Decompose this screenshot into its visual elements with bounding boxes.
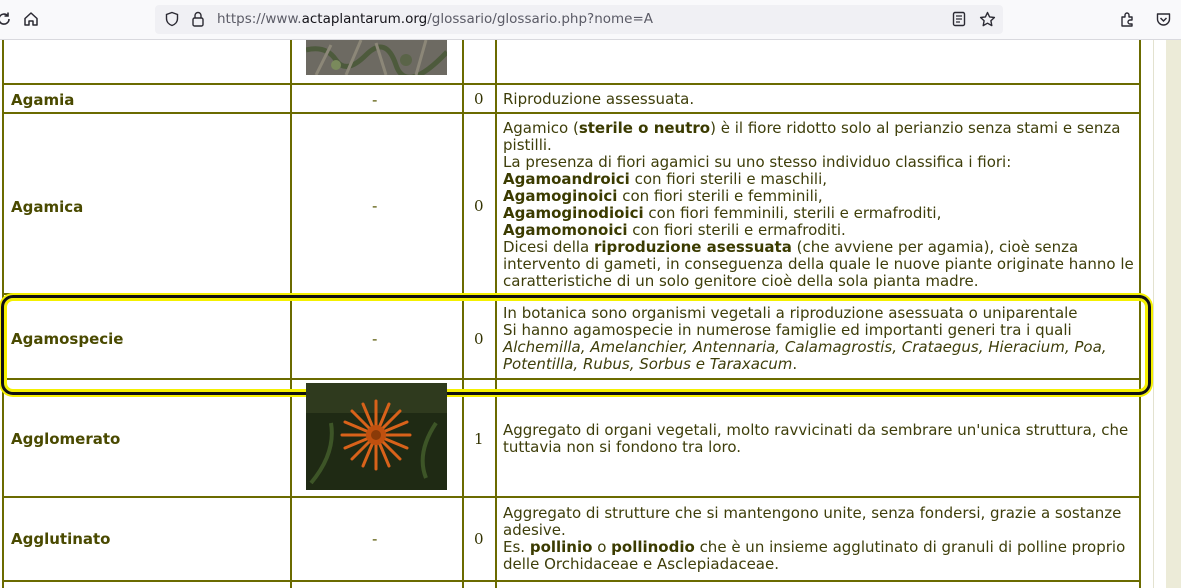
- page-content: [0, 40, 1181, 588]
- term-definition: Riproduzione assessuata.: [503, 90, 695, 108]
- term-agamospecie[interactable]: Agamospecie: [11, 330, 124, 348]
- image-placeholder: -: [372, 330, 378, 348]
- lock-icon[interactable]: [188, 9, 208, 29]
- pocket-icon[interactable]: [1153, 9, 1173, 29]
- term-agglutinato[interactable]: Agglutinato: [11, 530, 111, 548]
- image-count: 0: [474, 197, 484, 215]
- url-text[interactable]: https://www.actaplantarum.org/glossario/glossario.php?nome=A: [217, 11, 654, 27]
- plant-photo-thumbnail[interactable]: [306, 40, 447, 75]
- reload-icon[interactable]: [0, 9, 14, 29]
- term-agamia[interactable]: Agamia: [11, 91, 75, 109]
- image-count: 0: [474, 330, 484, 348]
- term-agamica[interactable]: Agamica: [11, 198, 84, 216]
- shield-icon[interactable]: [162, 9, 182, 29]
- image-count: 1: [474, 430, 484, 448]
- image-count: 0: [474, 90, 484, 108]
- term-definition: In botanica sono organismi vegetali a riproduzione asessuata o uniparentale Si hanno agamospecie in numerose famiglie ed importanti generi tra i quali Alchemilla, Amelanchier, Antennaria, Calamagrostis, Crataegus, Hieracium, Poa, Potentilla, Rubus, Sorbus e Taraxacum.: [503, 304, 1107, 373]
- image-count: 0: [474, 530, 484, 548]
- browser-toolbar: [0, 0, 1181, 40]
- image-placeholder: -: [372, 91, 378, 109]
- reader-view-icon[interactable]: [949, 9, 969, 29]
- term-definition: Aggregato di organi vegetali, molto ravvicinati da sembrare un'unica struttura, che tuttavia non si fondono tra loro.: [503, 421, 1129, 456]
- address-bar[interactable]: [155, 5, 1003, 34]
- bookmark-star-icon[interactable]: [977, 9, 997, 29]
- term-definition: Aggregato di strutture che si mantengono unite, senza fondersi, grazie a sostanze adesive. Es. pollinio o pollinodio che è un insieme agglutinato di granuli di polline proprio delle Orchidaceae e Asclepiadaceae.: [503, 504, 1126, 573]
- image-placeholder: -: [372, 530, 378, 548]
- term-agglomerato[interactable]: Agglomerato: [11, 430, 121, 448]
- term-definition: Agamico (sterile o neutro) è il fiore ridotto solo al perianzio senza stami e senza pistilli. La presenza di fiori agamici su uno stesso individuo classifica i fiori: Agamoandroici con fiori sterili e maschili, Agamoginoici con fiori sterili e femminili, Agamoginodioici con fiori femminili, sterili e ermafroditi, Agamomonoici con fiori sterili e ermafroditi. Dicesi della riproduzione asessuata (che avviene per agamia), cioè senza intervento di gameti, in conseguenza della quale le nuove piante originate hanno le caratteristiche di un solo genitore cioè della sola pianta madre.: [503, 119, 1134, 290]
- image-placeholder: -: [372, 197, 378, 215]
- plant-photo-thumbnail[interactable]: [306, 383, 447, 490]
- home-icon[interactable]: [21, 9, 41, 29]
- extensions-icon[interactable]: [1117, 9, 1137, 29]
- page-side-border: [1166, 40, 1181, 588]
